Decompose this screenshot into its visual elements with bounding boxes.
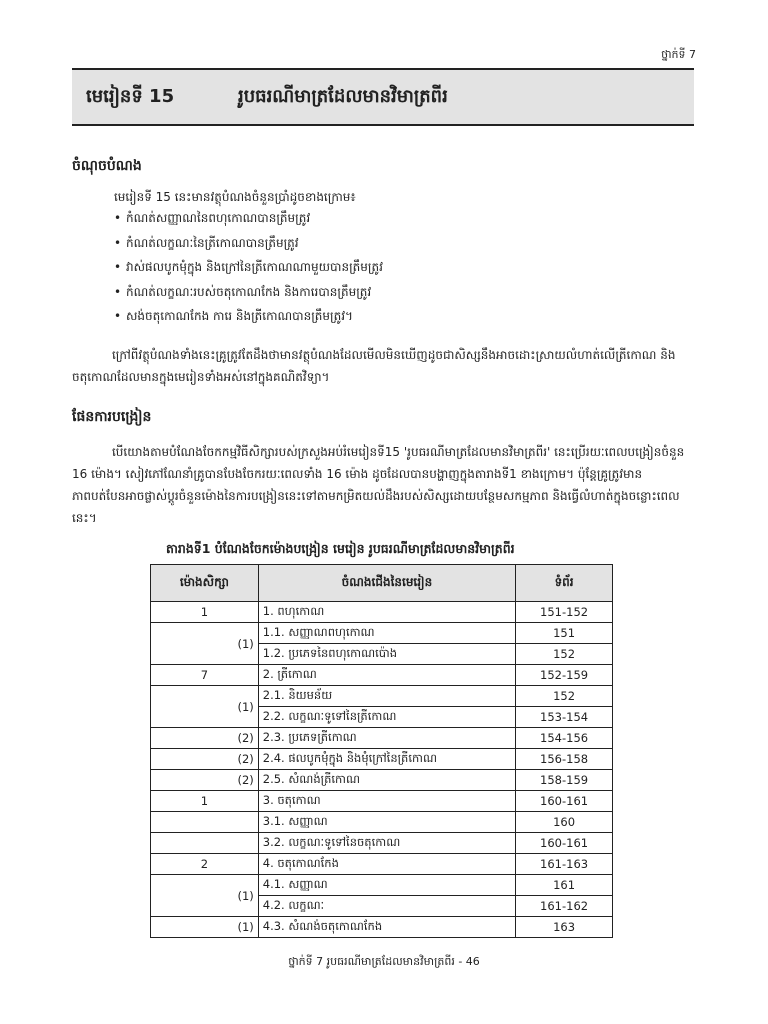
pages-cell: 151 <box>516 623 613 644</box>
schedule-table <box>150 564 613 938</box>
pages-cell: 160-161 <box>516 833 613 854</box>
teaching-plan-paragraph: បើយោងតាមបំណែងចែកកម្មវិធីសិក្សារបស់ក្រសួងអប់រំមេរៀនទី15 'រូបធរណីមាត្រដែលមានវិមាត្រពីរ' នេះប្រើរយៈពេលបង្រៀនចំនួន 16 ម៉ោង។ សៀវភៅណែនាំគ្រូបានបែងចែករយៈពេលទាំង 16 ម៉ោង ដូចដែលបានបង្ហាញក្នុងតារាងទី1 ខាងក្រោម។ ប៉ុន្តែគ្រូត្រូវមានភាពបត់បែនអាចផ្លាស់ប្តូរចំនួនម៉ោងនៃការបង្រៀននេះទៅតាមកម្រិតយល់ដឹងរបស់សិស្សដោយបន្ថែមសកម្មភាព និងធ្វើលំហាត់ក្នុងចន្លោះពេលនេះ។ <box>72 445 685 525</box>
topic-cell: 2. ត្រីកោណ <box>258 665 515 686</box>
column-header-hours: ម៉ោងសិក្សា <box>151 565 259 602</box>
table-row <box>151 749 613 770</box>
table-row <box>151 770 613 791</box>
pages-cell: 160-161 <box>516 791 613 812</box>
topic-cell: 4.2. លក្ខណៈ <box>258 896 515 917</box>
topic-cell: 4. ចតុកោណកែង <box>258 854 515 875</box>
pages-cell: 152 <box>516 644 613 665</box>
topic-cell: 3. ចតុកោណ <box>258 791 515 812</box>
pages-cell: 158-159 <box>516 770 613 791</box>
pages-cell: 152 <box>516 686 613 707</box>
hours-cell: (2) <box>151 749 259 770</box>
lesson-banner <box>72 68 694 126</box>
hours-cell <box>151 812 259 833</box>
pages-cell: 161 <box>516 875 613 896</box>
pages-cell: 163 <box>516 917 613 938</box>
topic-cell: 2.5. សំណង់ត្រីកោណ <box>258 770 515 791</box>
lesson-number: មេរៀនទី 15 <box>86 85 175 107</box>
pages-cell: 151-152 <box>516 602 613 623</box>
table-row <box>151 854 613 875</box>
hours-cell: (2) <box>151 728 259 749</box>
table-row <box>151 812 613 833</box>
list-item: • សង់ចតុកោណកែង ការេ និងត្រីកោណបានត្រឹមត្រូវ។ <box>114 309 353 323</box>
objectives-list <box>114 206 383 329</box>
list-item: • វាស់ផលបូកមុំក្នុង និងក្រៅនៃត្រីកោណណាមួយបានត្រឹមត្រូវ <box>114 260 383 274</box>
topic-cell: 4.1. សញ្ញាណ <box>258 875 515 896</box>
hours-cell: (1) <box>151 623 259 665</box>
table-row <box>151 875 613 896</box>
hours-cell: 1 <box>151 791 259 812</box>
table-row <box>151 686 613 707</box>
column-header-topic: ចំណងជើងនៃមេរៀន <box>258 565 515 602</box>
list-item: • កំណត់លក្ខណៈនៃត្រីកោណបានត្រឹមត្រូវ <box>114 235 299 250</box>
table-row <box>151 623 613 644</box>
hours-cell: (1) <box>151 875 259 917</box>
topic-cell: 2.1. និយមន័យ <box>258 686 515 707</box>
list-item: • កំណត់លក្ខណៈរបស់ចតុកោណកែង និងការេបានត្រឹមត្រូវ <box>114 284 372 299</box>
column-header-pages: ទំព័រ <box>516 565 613 602</box>
table-caption: តារាងទី1 បំណែងចែកម៉ោងបង្រៀន មេរៀន រូបធរណីមាត្រដែលមានវិមាត្រពីរ <box>166 541 515 556</box>
hours-cell: (1) <box>151 686 259 728</box>
hours-cell: 7 <box>151 665 259 686</box>
page-footer: ថ្នាក់ទី 7 រូបធរណីមាត្រដែលមានវិមាត្រពីរ - 46 <box>288 955 480 968</box>
table-row <box>151 665 613 686</box>
grade-label: ថ្នាក់ទី 7 <box>661 48 696 61</box>
objectives-heading: ចំណុចបំណង <box>72 158 142 174</box>
pages-cell: 156-158 <box>516 749 613 770</box>
hours-cell: 1 <box>151 602 259 623</box>
pages-cell: 152-159 <box>516 665 613 686</box>
teaching-plan-heading: ផែនការបង្រៀន <box>72 409 152 425</box>
objectives-closing: ក្រៅពីវត្ថុបំណងទាំងនេះគ្រូត្រូវតែដឹងថាមានវត្ថុបំណងដែលមើលមិនឃើញដូចជាសិស្សនឹងអាចដោះស្រាយលំហាត់លើត្រីកោណ និងចតុកោណដែលមានក្នុងមេរៀនទាំងអស់នៅក្នុងគណិតវិទ្យា។ <box>72 348 676 384</box>
topic-cell: 2.2. លក្ខណៈទូទៅនៃត្រីកោណ <box>258 707 515 728</box>
hours-cell <box>151 833 259 854</box>
topic-cell: 2.4. ផលបូកមុំក្នុង និងមុំក្រៅនៃត្រីកោណ <box>258 749 515 770</box>
pages-cell: 160 <box>516 812 613 833</box>
topic-cell: 1.1. សញ្ញាណពហុកោណ <box>258 623 515 644</box>
list-item: • កំណត់សញ្ញាណនៃពហុកោណបានត្រឹមត្រូវ <box>114 211 311 225</box>
topic-cell: 4.3. សំណង់ចតុកោណកែង <box>258 917 515 938</box>
pages-cell: 154-156 <box>516 728 613 749</box>
pages-cell: 161-162 <box>516 896 613 917</box>
hours-cell: 2 <box>151 854 259 875</box>
topic-cell: 3.2. លក្ខណៈទូទៅនៃចតុកោណ <box>258 833 515 854</box>
table-row <box>151 791 613 812</box>
table-row <box>151 728 613 749</box>
objectives-intro: មេរៀនទី 15 នេះមានវត្ថុបំណងចំនួនប្រាំដូចខាងក្រោម៖ <box>114 190 356 204</box>
table-row <box>151 602 613 623</box>
topic-cell: 2.3. ប្រភេទត្រីកោណ <box>258 728 515 749</box>
topic-cell: 3.1. សញ្ញាណ <box>258 812 515 833</box>
hours-cell: (1) <box>151 917 259 938</box>
pages-cell: 153-154 <box>516 707 613 728</box>
topic-cell: 1.2. ប្រភេទនៃពហុកោណប៉ោង <box>258 644 515 665</box>
pages-cell: 161-163 <box>516 854 613 875</box>
lesson-title: រូបធរណីមាត្រដែលមានវិមាត្រពីរ <box>238 85 448 107</box>
table-row <box>151 833 613 854</box>
table-row <box>151 917 613 938</box>
topic-cell: 1. ពហុកោណ <box>258 602 515 623</box>
table-header-row <box>151 565 613 602</box>
hours-cell: (2) <box>151 770 259 791</box>
